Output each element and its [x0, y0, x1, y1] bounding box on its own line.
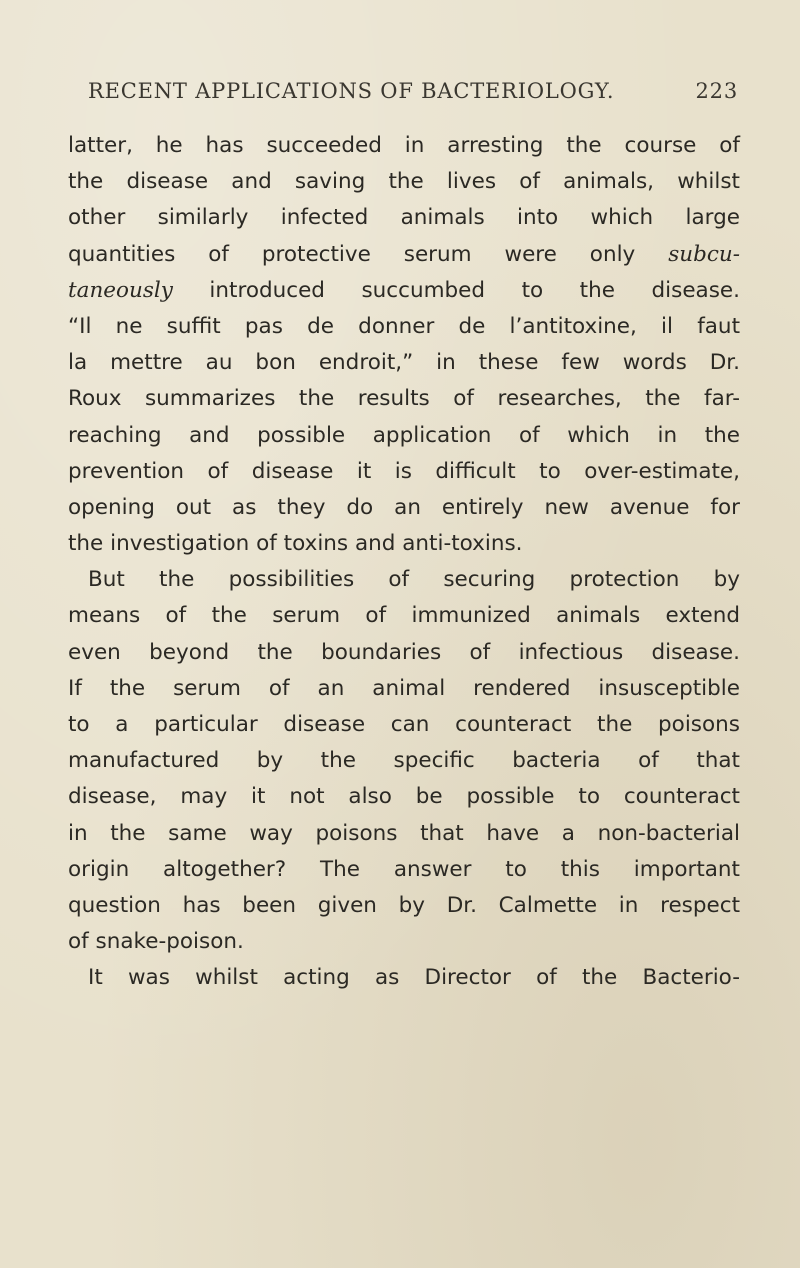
text-line [68, 273, 740, 309]
text-line: question has been given by Dr. Calmette in respect [68, 892, 740, 918]
text-line: of snake-poison. [68, 929, 244, 955]
text-line: other similarly infected animals into which large [68, 205, 740, 231]
italic-word: taneously [68, 277, 173, 303]
text-segment: introduced succumbed to the disease. [209, 277, 740, 303]
text-line: But the possibilities of securing protection by [88, 567, 740, 593]
text-line: Roux summarizes the results of researches, the far- [68, 386, 740, 412]
text-line: la mettre au bon endroit,” in these few words Dr. [68, 350, 740, 376]
text-line: the investigation of toxins and anti-toxins. [68, 531, 523, 557]
text-line [68, 237, 740, 273]
text-line: in the same way poisons that have a non-bacterial [68, 820, 740, 846]
text-line: manufactured by the specific bacteria of that [68, 748, 740, 774]
text-line: means of the serum of immunized animals extend [68, 603, 740, 629]
text-line: If the serum of an animal rendered insusceptible [68, 675, 740, 701]
text-segment: quantities of protective serum were only [68, 241, 636, 267]
text-line: It was whilst acting as Director of the Bacterio- [88, 965, 740, 991]
text-line: even beyond the boundaries of infectious disease. [68, 639, 740, 665]
italic-word: subcu- [668, 241, 740, 267]
text-line: disease, may it not also be possible to counteract [68, 784, 740, 810]
text-line: to a particular disease can counteract the poisons [68, 712, 740, 737]
page-header [88, 79, 738, 103]
text-line: origin altogether? The answer to this important [68, 856, 740, 882]
text-line: “Il ne suffit pas de donner de l’antitoxine, il faut [68, 313, 740, 339]
text-line: reaching and possible application of which in the [68, 422, 740, 448]
text-line: opening out as they do an entirely new avenue for [68, 494, 740, 520]
text-line: prevention of disease it is difficult to over-estimate, [68, 458, 740, 484]
text-line: latter, he has succeeded in arresting the course of [68, 133, 740, 158]
text-line: the disease and saving the lives of animals, whilst [68, 169, 740, 195]
body-text [68, 128, 740, 997]
page-number: 223 [695, 79, 738, 103]
running-title: RECENT APPLICATIONS OF BACTERIOLOGY. [88, 79, 615, 103]
